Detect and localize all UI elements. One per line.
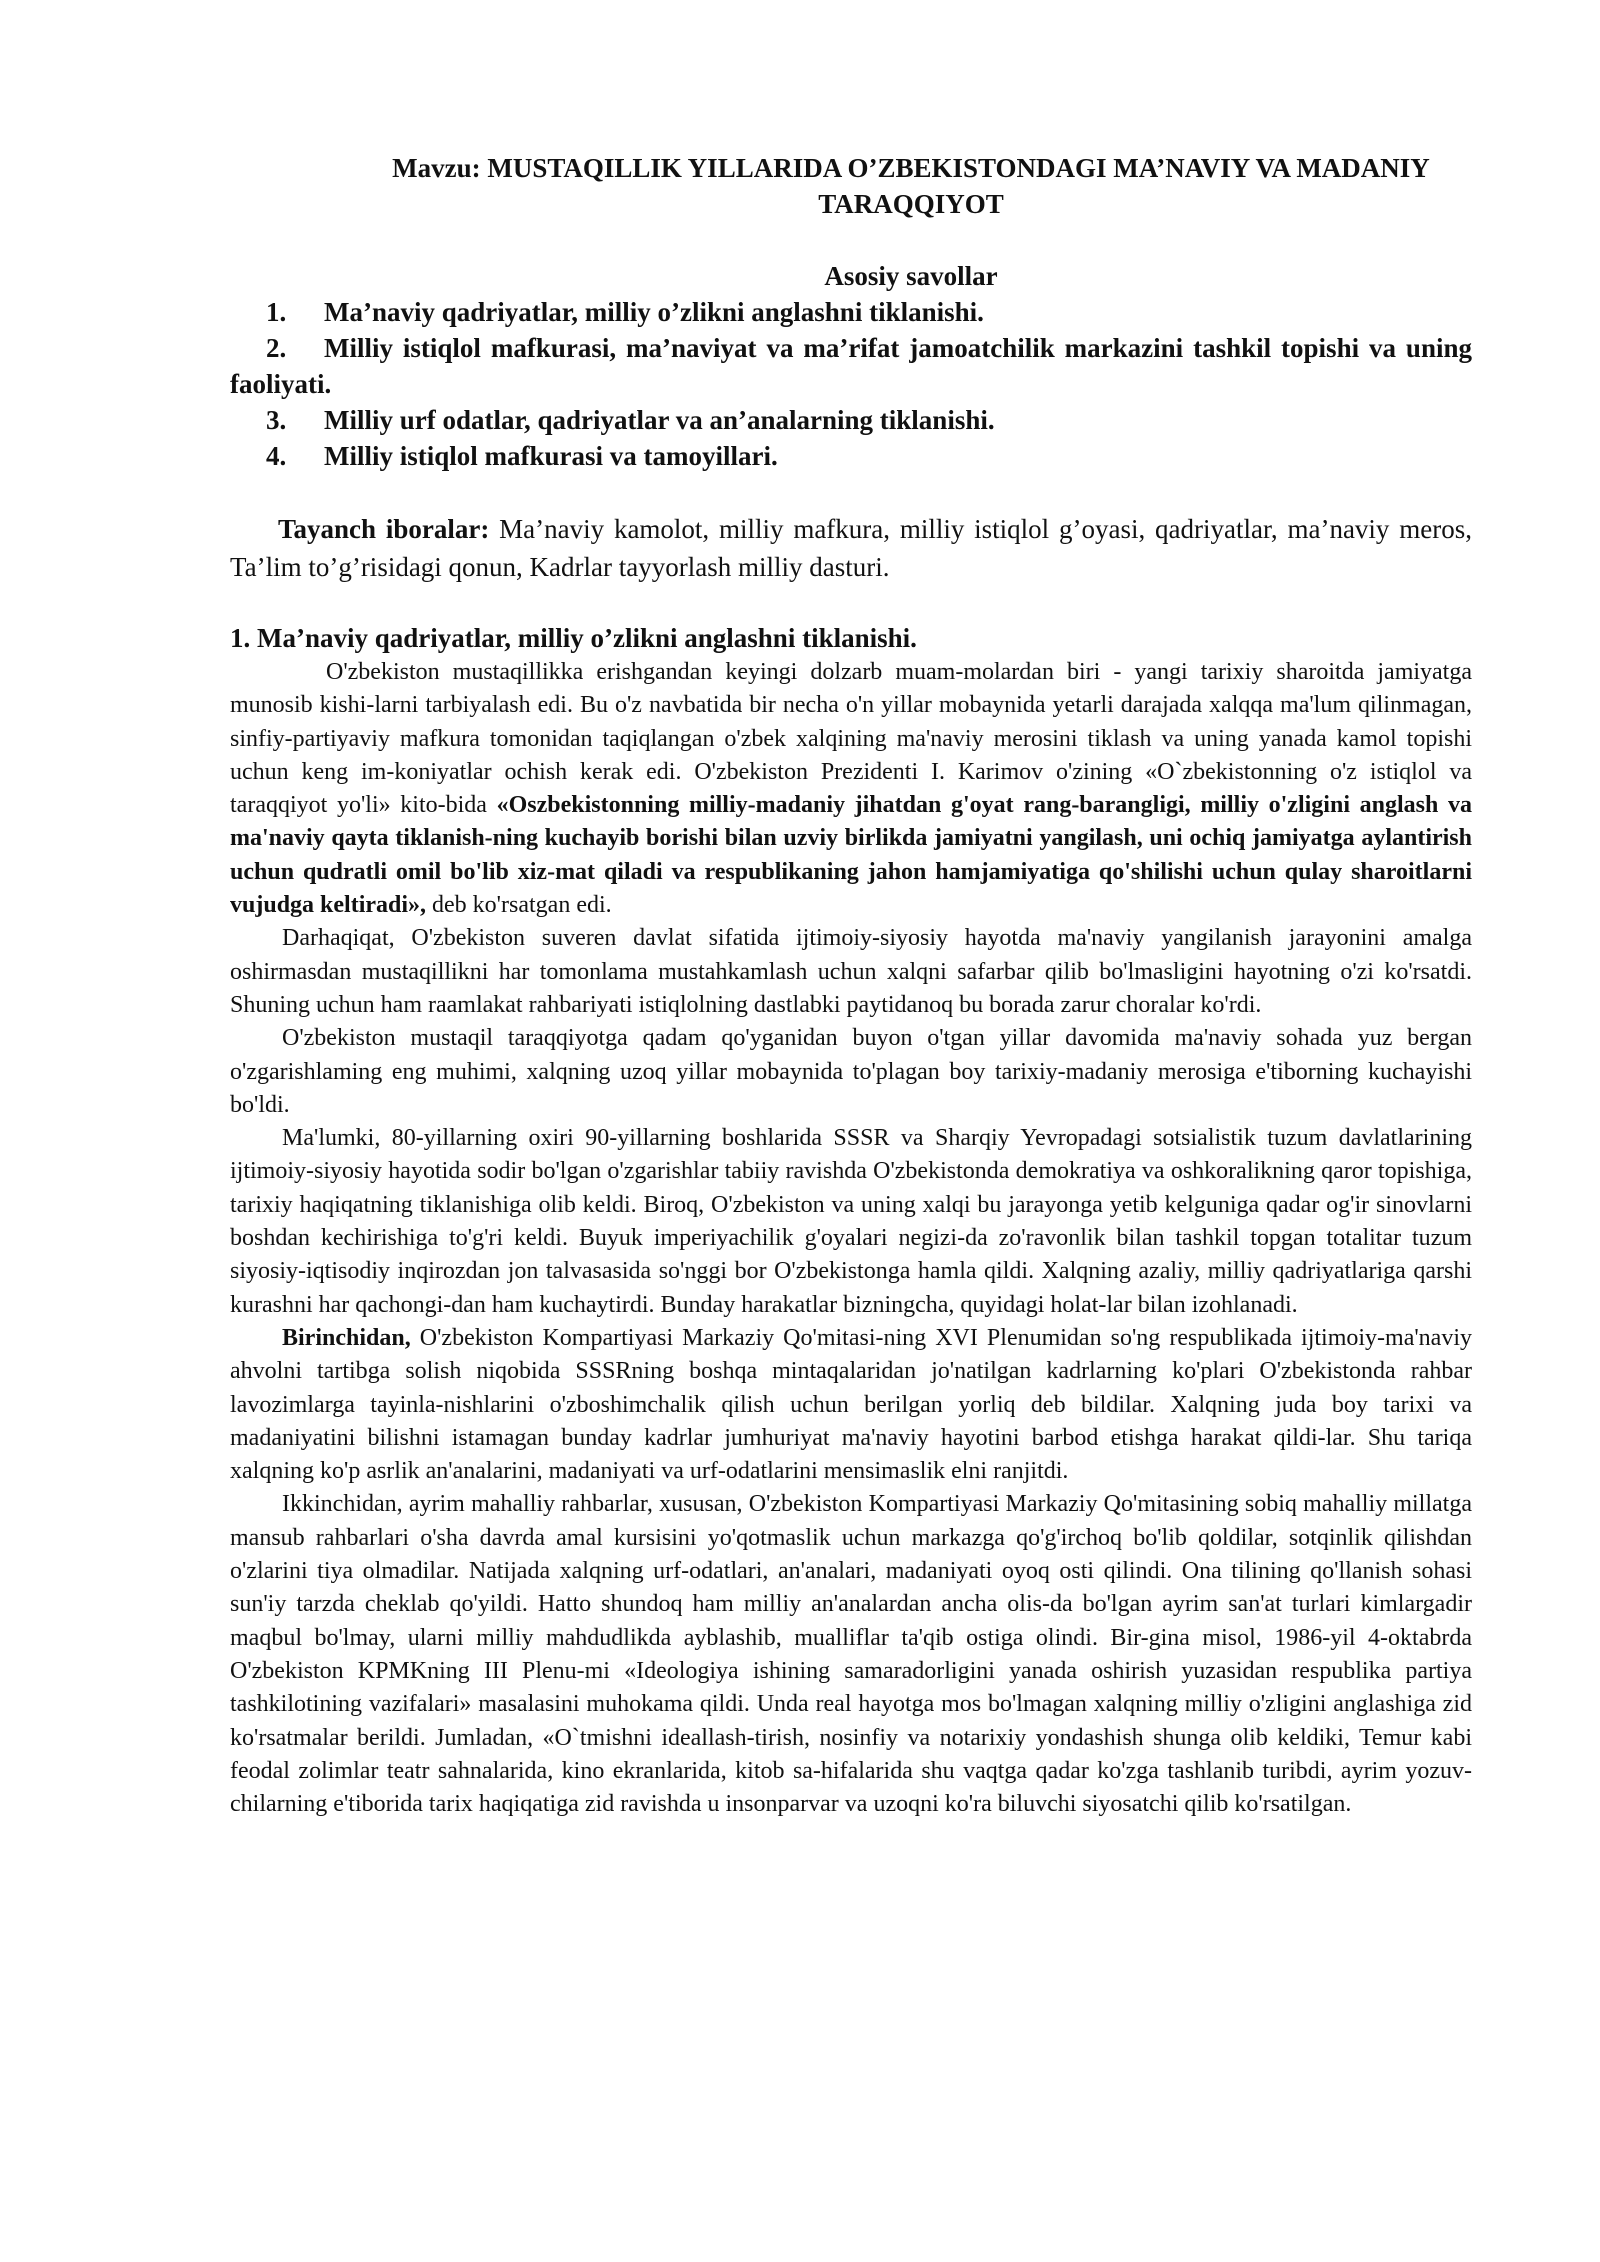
- key-terms: [230, 510, 1472, 586]
- question-text: Milliy istiqlol mafkurasi va tamoyillari.: [324, 441, 778, 471]
- paragraph-text: O'zbekiston mustaqillikka erishgandan keyingi dolzarb muam-molardan biri - yangi tarixiy sharoitda jamiyatga munosib kishi-larni tarbiyalash edi. Bu o'z navbatida bir necha o'n yillar mobaynida yetarli darajada xalqqa ma'lum qilinmagan, sinfiy-partiyaviy mafkura tomonidan taqiqlangan o'zbek xalqining ma'naviy merosini tiklash va uning yanada kamol topishi uchun keng im-koniyatlar ochish kerak edi. O'zbekiston Prezidenti I. Karimov o'zining «O`zbekistonning o'z istiqlol va taraqqiyot yo'li» kito-bida: [230, 659, 1472, 819]
- paragraph-text: deb ko'rsatgan edi.: [426, 892, 612, 919]
- question-number: 4.: [266, 441, 287, 471]
- questions-heading: Asosiy savollar: [824, 261, 998, 291]
- question-text: Milliy istiqlol mafkurasi, ma’naviyat va ma’rifat jamoatchilik markazini tashkil topishi va uning faoliyati.: [230, 333, 1472, 399]
- document-title: Mavzu: MUSTAQILLIK YILLARIDA O’ZBEKISTONDAGI MA’NAVIY VA MADANIY TARAQQIYOT: [392, 153, 1430, 219]
- section-heading: 1. Ma’naviy qadriyatlar, milliy o’zlikni anglashni tiklanishi.: [230, 623, 917, 653]
- paragraph: Darhaqiqat, O'zbekiston suveren davlat sifatida ijtimoiy-siyosiy hayotda ma'naviy yangilanish jarayonini amalga oshirmasdan mustaqillikni har tomonlama mustahkamlash uchun xalqni safarbar qilib bo'lmasligini hayotning o'zi ko'rsatdi. Shuning uchun ham raamlakat rahbariyati istiqlolning dastlabki paytidanoq bu borada zarur choralar ko'rdi.: [230, 925, 1472, 1018]
- lead-word-bold: Birinchidan,: [282, 1324, 411, 1351]
- question-text: Ma’naviy qadriyatlar, milliy o’zlikni anglashni tiklanishi.: [324, 297, 984, 327]
- question-number: 2.: [266, 333, 287, 363]
- question-number: 1.: [266, 297, 287, 327]
- question-text: Milliy urf odatlar, qadriyatlar va an’analarning tiklanishi.: [324, 405, 995, 435]
- paragraph: [230, 656, 1472, 922]
- key-terms-label: Tayanch iboralar:: [278, 514, 490, 544]
- question-item: [230, 294, 1472, 330]
- paragraph: O'zbekiston mustaqil taraqqiyotga qadam qo'yganidan buyon o'tgan yillar davomida ma'naviy sohada yuz bergan o'zgarishlaming eng muhimi, xalqning uzoq yillar mobaynida to'plagan boy tarixiy-madaniy merosiga e'tiborning kuchayishi bo'ldi.: [230, 1025, 1472, 1118]
- question-number: 3.: [266, 405, 287, 435]
- question-item: [230, 330, 1472, 402]
- paragraph: Ikkinchidan, ayrim mahalliy rahbarlar, xususan, O'zbekiston Kompartiyasi Markaziy Qo'mitasining sobiq mahalliy millatga mansub rahbarlari o'sha davrda amal kursisini yo'qotmaslik uchun markazga qo'g'irchoq bo'lib qoldilar, sotqinlik qilishdan o'zlarini tiya olmadilar. Natijada xalqning urf-odatlari, an'analari, madaniyati oyoq osti qilindi. Ona tilining qo'llanish sohasi sun'iy tarzda cheklab qo'yildi. Hatto shundoq ham milliy an'analardan ancha olis-da bo'lgan ayrim san'at turlari kimlargadir maqbul bo'lmay, ularni milliy mahdudlikda ayblashib, mualliflar ta'qib ostiga olindi. Bir-gina misol, 1986-yil 4-oktabrda O'zbekiston KPMKning III Plenu-mi «Ideologiya ishining samaradorligini yanada oshirish yuzasidan respublika partiya tashkilotining vazifalari» masalasini muhokama qildi. Unda real hayotga mos bo'lmagan xalqning milliy o'zligini anglashiga zid ko'rsatmalar berildi. Jumladan, «O`tmishni ideallash-tirish, nosinfiy va notarixiy yondashish shunga olib keldiki, Temur kabi feodal zolimlar teatr sahnalarida, kino ekranlarida, kitob sa-hifalarida shu vaqtga qadar ko'zga tashlanib turibdi, ayrim yozuv-chilarning e'tiborida tarix haqiqatiga zid ravishda u insonparvar va uzoqni ko'ra biluvchi siyosatchi qilib ko'rsatilgan.: [230, 1491, 1472, 1818]
- questions-list: [230, 294, 1472, 474]
- key-terms-text: Ma’naviy kamolot, milliy mafkura, milliy istiqlol g’oyasi, qadriyatlar, ma’naviy meros, Ta’lim to’g’risidagi qonun, Kadrlar tayyorlash milliy dasturi.: [230, 514, 1472, 582]
- quote-bold: «Oszbekistonning milliy-madaniy jihatdan g'oyat rang-barangligi, milliy o'zligini anglash va ma'naviy qayta tiklanish-ning kuchayib borishi bilan uzviy birlikda jamiyatni yangilash, uni ochiq jamiyatga aylantirish uchun qudratli omil bo'lib xiz-mat qiladi va respublikaning jahon hamjamiyatiga qo'shilishi uchun qulay sharoitlarni vujudga keltiradi»,: [230, 792, 1473, 919]
- document-page: [230, 150, 1472, 1821]
- question-item: [230, 438, 1472, 474]
- paragraph: Ma'lumki, 80-yillarning oxiri 90-yillarning boshlarida SSSR va Sharqiy Yevropadagi sotsialistik tuzum davlatlarining ijtimoiy-siyosiy hayotida sodir bo'lgan o'zgarishlar tabiiy ravishda O'zbekistonda demokratiya va oshkoralikning qaror topishiga, tarixiy haqiqatning tiklanishiga olib keldi. Biroq, O'zbekiston va uning xalqi bu jarayonga yetib kelguniga qadar og'ir sinovlarni boshdan kechirishiga to'g'ri keldi. Buyuk imperiyachilik g'oyalari negizi-da zo'ravonlik bilan tashkil topgan totalitar tuzum siyosiy-iqtisodiy inqirozdan jon talvasasida so'nggi bor O'zbekistonga hamla qildi. Xalqning azaliy, milliy qadriyatlariga qarshi kurashni har qachongi-dan ham kuchaytirdi. Bunday harakatlar bizningcha, quyidagi holat-lar bilan izohlanadi.: [230, 1125, 1472, 1318]
- paragraph-text: O'zbekiston Kompartiyasi Markaziy Qo'mitasi-ning XVI Plenumidan so'ng respublikada ijtimoiy-ma'naviy ahvolni tartibga solish niqobida SSSRning boshqa mintaqalaridan jo'natilgan kadrlarning ko'plari O'zbekistonda rahbar lavozimlarga tayinla-nishlarini o'zboshimchalik qilish uchun berilgan yorliq deb bildilar. Xalqning juda boy tarixi va madaniyatini bilishni istamagan bunday kadrlar jumhuriyat ma'naviy hayotini barbod etishga harakat qildi-lar. Shu tariqa xalqning ko'p asrlik an'analarini, madaniyati va urf-odatlarini mensimaslik elni ranjitdi.: [230, 1324, 1472, 1485]
- paragraph: [230, 1322, 1472, 1488]
- question-item: [230, 402, 1472, 438]
